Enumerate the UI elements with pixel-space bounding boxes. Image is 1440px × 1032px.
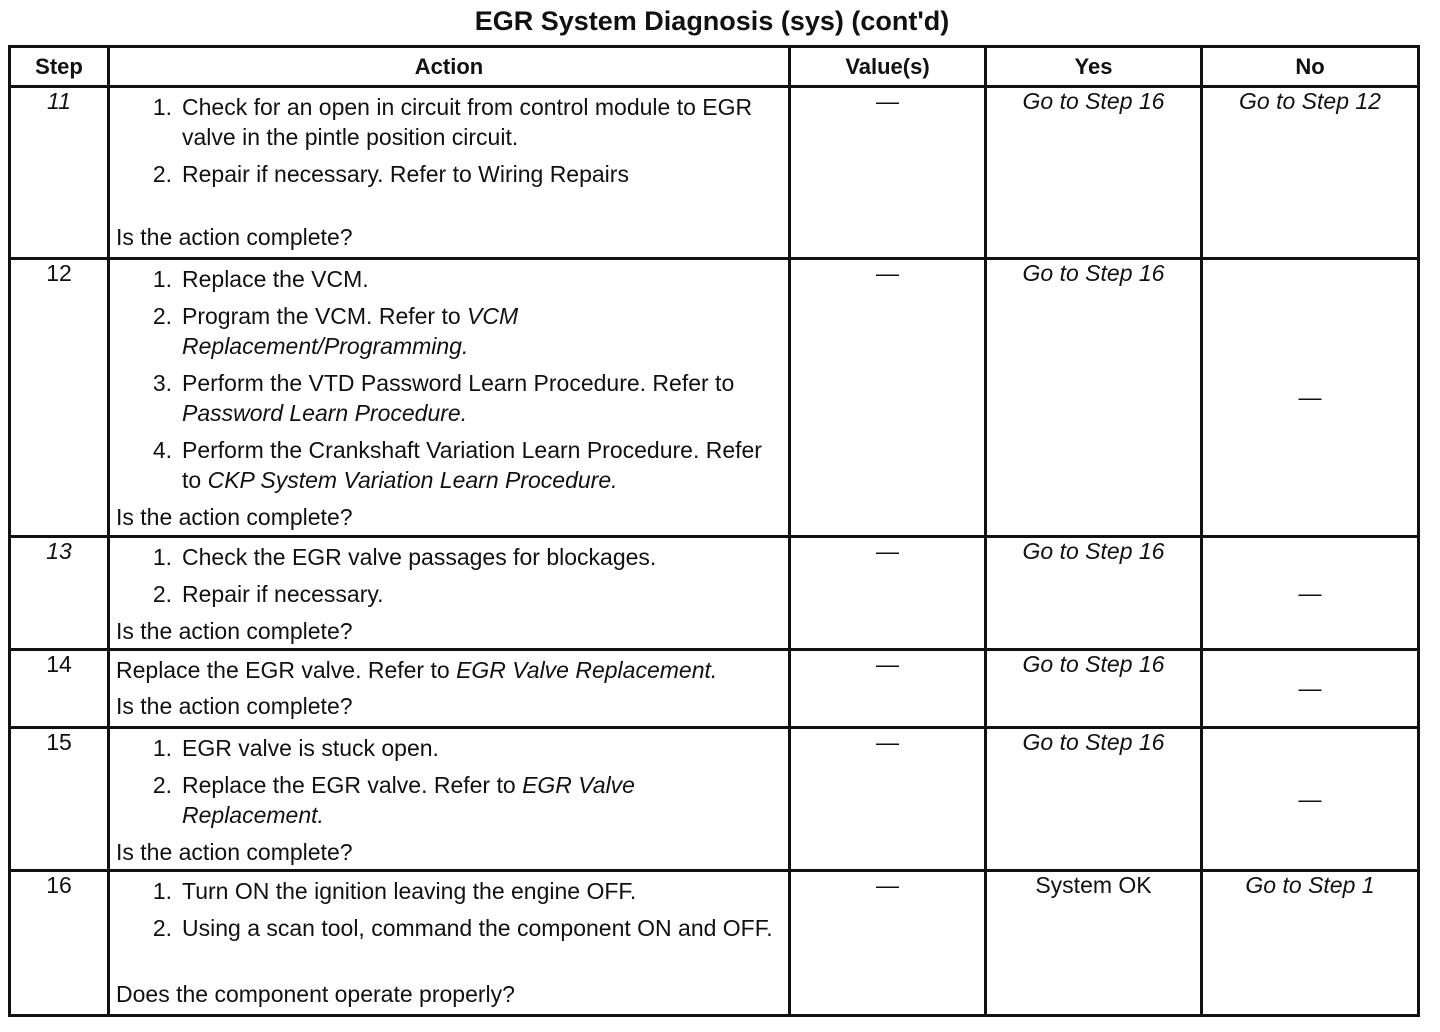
value-cell: — [790, 537, 986, 650]
list-item: 1. Check for an open in circuit from control module to EGR valve in the pintle position circuit. [152, 94, 753, 150]
no-cell: — [1202, 728, 1419, 871]
header-yes: Yes [986, 47, 1202, 87]
yes-cell: Go to Step 16 [986, 259, 1202, 537]
page-title: EGR System Diagnosis (sys) (cont'd) [474, 6, 950, 36]
yes-cell: Go to Step 16 [986, 537, 1202, 650]
header-no: No [1202, 47, 1419, 87]
action-list [110, 733, 788, 837]
list-item: 1. EGR valve is stuck open. [152, 735, 439, 761]
table-row-step-16 [10, 871, 1419, 1016]
step-number: 12 [10, 259, 109, 537]
list-item: 2. Repair if necessary. [152, 581, 384, 607]
action-cell [109, 537, 790, 650]
action-question: Is the action complete? [116, 224, 353, 250]
value-cell: — [790, 871, 986, 1016]
list-item: 1. Check the EGR valve passages for blockages. [152, 544, 657, 570]
no-cell: — [1202, 650, 1419, 728]
action-cell [109, 871, 790, 1016]
list-item: 2. Program the VCM. Refer to VCM Replacement/Programming. [152, 303, 519, 359]
action-question: Does the component operate properly? [116, 981, 515, 1007]
value-cell: — [790, 259, 986, 537]
step-number: 13 [10, 537, 109, 650]
list-item: 1. Replace the VCM. [152, 266, 369, 292]
value-cell: — [790, 728, 986, 871]
step-number: 11 [10, 87, 109, 259]
list-item: 2. Repair if necessary. Refer to Wiring Repairs [152, 161, 629, 187]
table-row-step-14 [10, 650, 1419, 728]
yes-cell: System OK [986, 871, 1202, 1016]
value-cell: — [790, 87, 986, 259]
table-row-step-12 [10, 259, 1419, 537]
list-item: 4. Perform the Crankshaft Variation Learn Procedure. Refer to CKP System Variation Learn Procedure. [152, 437, 762, 493]
step-number: 16 [10, 871, 109, 1016]
yes-cell: Go to Step 16 [986, 650, 1202, 728]
action-cell [109, 650, 790, 728]
header-values: Value(s) [790, 47, 986, 87]
action-list [110, 542, 788, 616]
step-number: 14 [10, 650, 109, 728]
action-list [110, 264, 788, 502]
action-cell [109, 259, 790, 537]
action-cell [109, 728, 790, 871]
no-cell: — [1202, 537, 1419, 650]
table-row-step-13 [10, 537, 1419, 650]
table-row-step-15 [10, 728, 1419, 871]
action-question: Is the action complete? [116, 693, 353, 719]
no-cell: Go to Step 1 [1202, 871, 1419, 1016]
action-list [110, 876, 788, 950]
no-cell: — [1202, 259, 1419, 537]
action-question: Is the action complete? [116, 618, 353, 644]
no-cell: Go to Step 12 [1202, 87, 1419, 259]
header-step: Step [10, 47, 109, 87]
action-list [110, 92, 788, 196]
value-cell: — [790, 650, 986, 728]
diagnosis-table [8, 45, 1420, 1017]
action-question: Is the action complete? [116, 839, 353, 865]
header-action: Action [109, 47, 790, 87]
action-question: Is the action complete? [116, 504, 353, 530]
list-item: 2. Replace the EGR valve. Refer to EGR Valve Replacement. [152, 772, 635, 828]
yes-cell: Go to Step 16 [986, 728, 1202, 871]
yes-cell: Go to Step 16 [986, 87, 1202, 259]
header-row [10, 47, 1419, 87]
list-item: 2. Using a scan tool, command the component ON and OFF. [152, 915, 773, 941]
step-number: 15 [10, 728, 109, 871]
action-cell [109, 87, 790, 259]
list-item: 1. Turn ON the ignition leaving the engine OFF. [152, 878, 637, 904]
list-item: 3. Perform the VTD Password Learn Procedure. Refer to Password Learn Procedure. [152, 370, 735, 426]
action-text: Replace the EGR valve. Refer to EGR Valve Replacement. [116, 657, 718, 683]
table-row-step-11 [10, 87, 1419, 259]
